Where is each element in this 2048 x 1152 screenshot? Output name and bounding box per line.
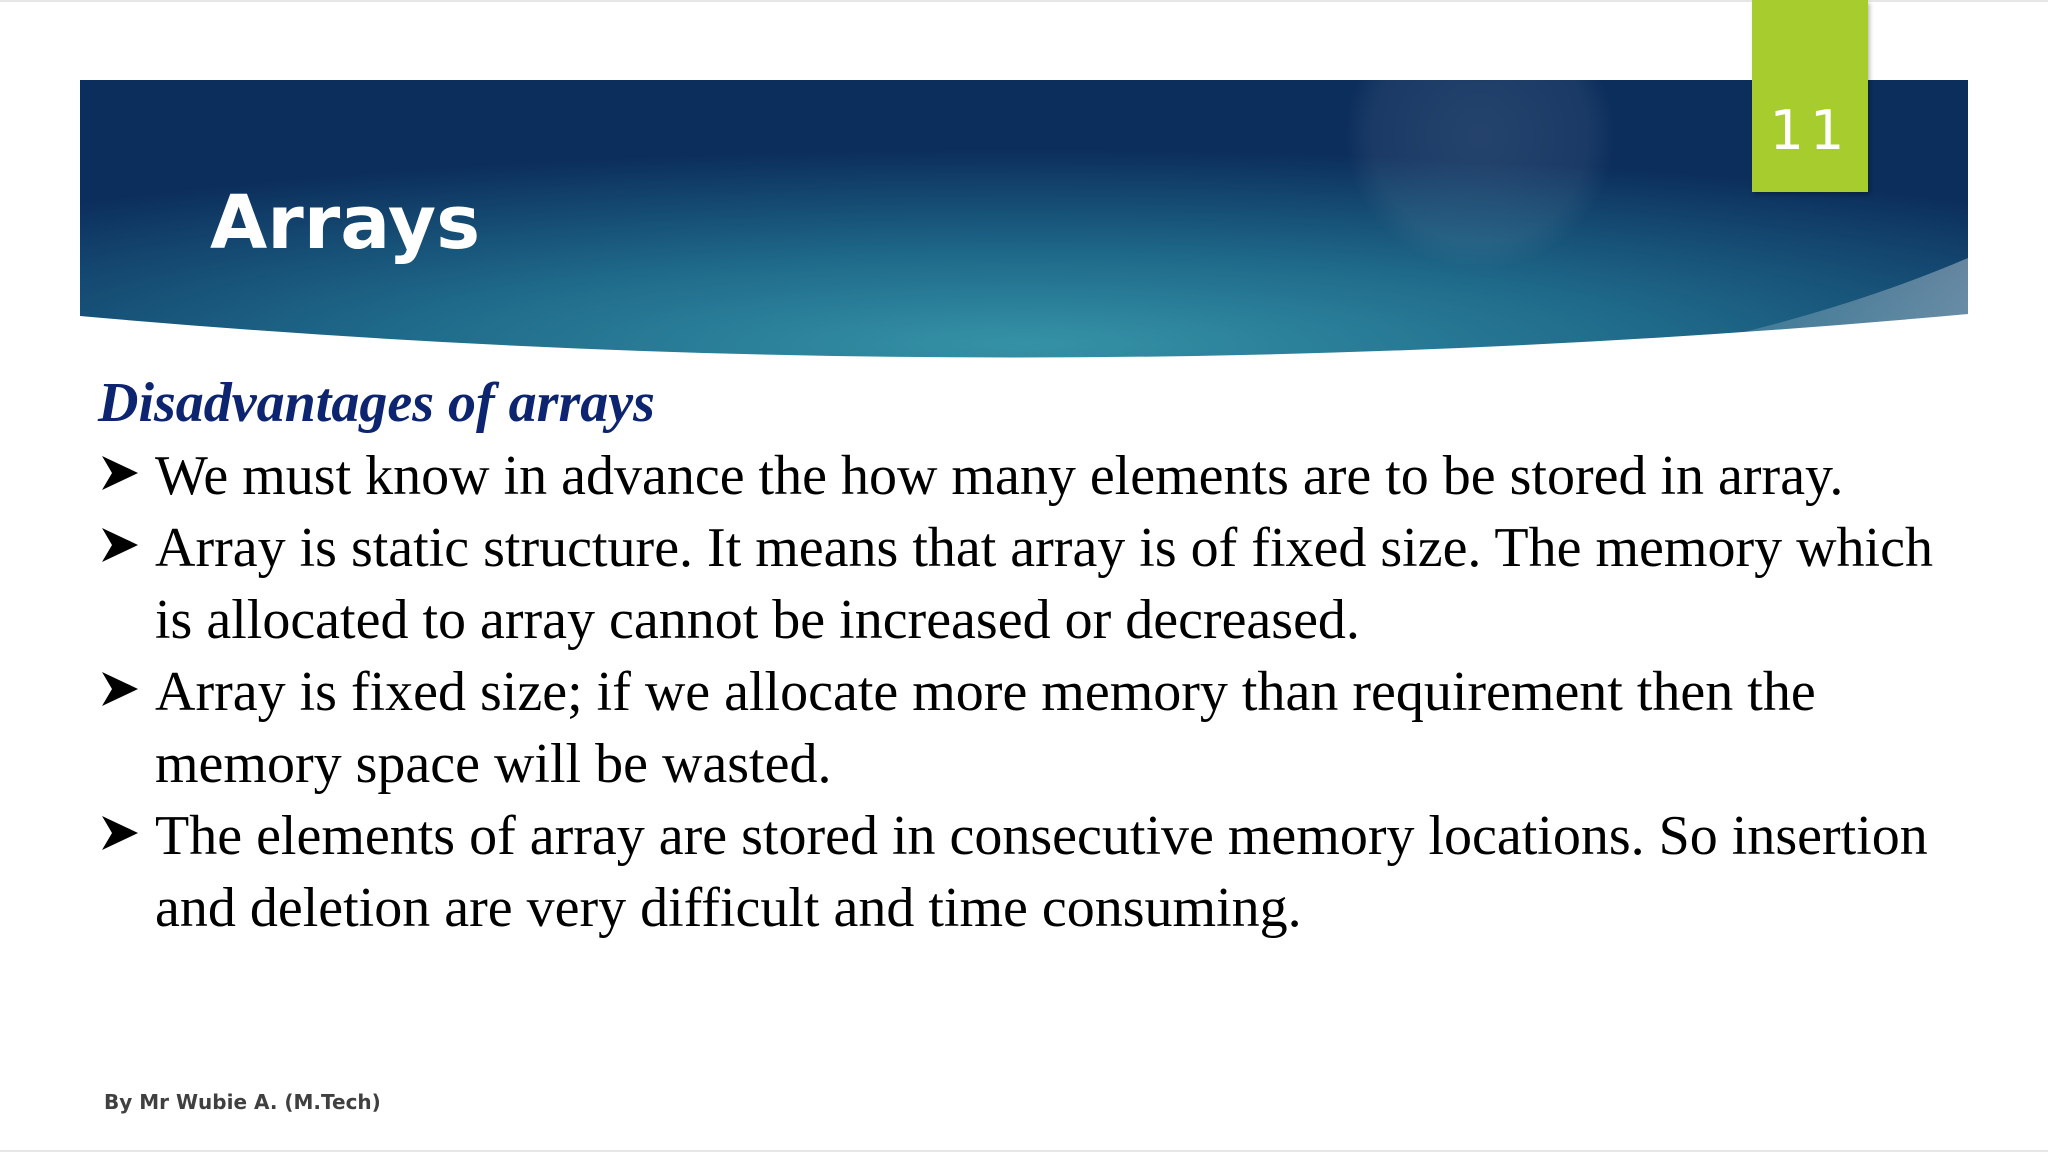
bullet-item [98, 512, 1958, 656]
footer-author: By Mr Wubie A. (M.Tech) [104, 1090, 381, 1114]
arrow-bullet-icon [100, 814, 140, 852]
bullet-text: The elements of array are stored in consecutive memory locations. So insertion and deletion are very difficult and time consuming. [155, 805, 1928, 939]
slide-number: 11 [1769, 99, 1851, 162]
arrow-bullet-icon [100, 526, 140, 564]
bullet-text: Array is static structure. It means that array is of fixed size. The memory which is allocated to array cannot be increased or decreased. [155, 517, 1933, 651]
bullet-item [98, 440, 1958, 512]
section-heading: Disadvantages of arrays [98, 372, 655, 434]
bullet-text: We must know in advance the how many elements are to be stored in array. [155, 445, 1844, 507]
bullet-list [98, 440, 1958, 944]
bullet-text: Array is fixed size; if we allocate more memory than requirement then the memory space will be wasted. [155, 661, 1816, 795]
slide-title: Arrays [210, 180, 481, 266]
bullet-item [98, 800, 1958, 944]
slide-number-badge [1752, 0, 1868, 192]
bullet-item [98, 656, 1958, 800]
top-border [0, 0, 2048, 2]
arrow-bullet-icon [100, 454, 140, 492]
arrow-bullet-icon [100, 670, 140, 708]
slide-content [98, 370, 1958, 944]
